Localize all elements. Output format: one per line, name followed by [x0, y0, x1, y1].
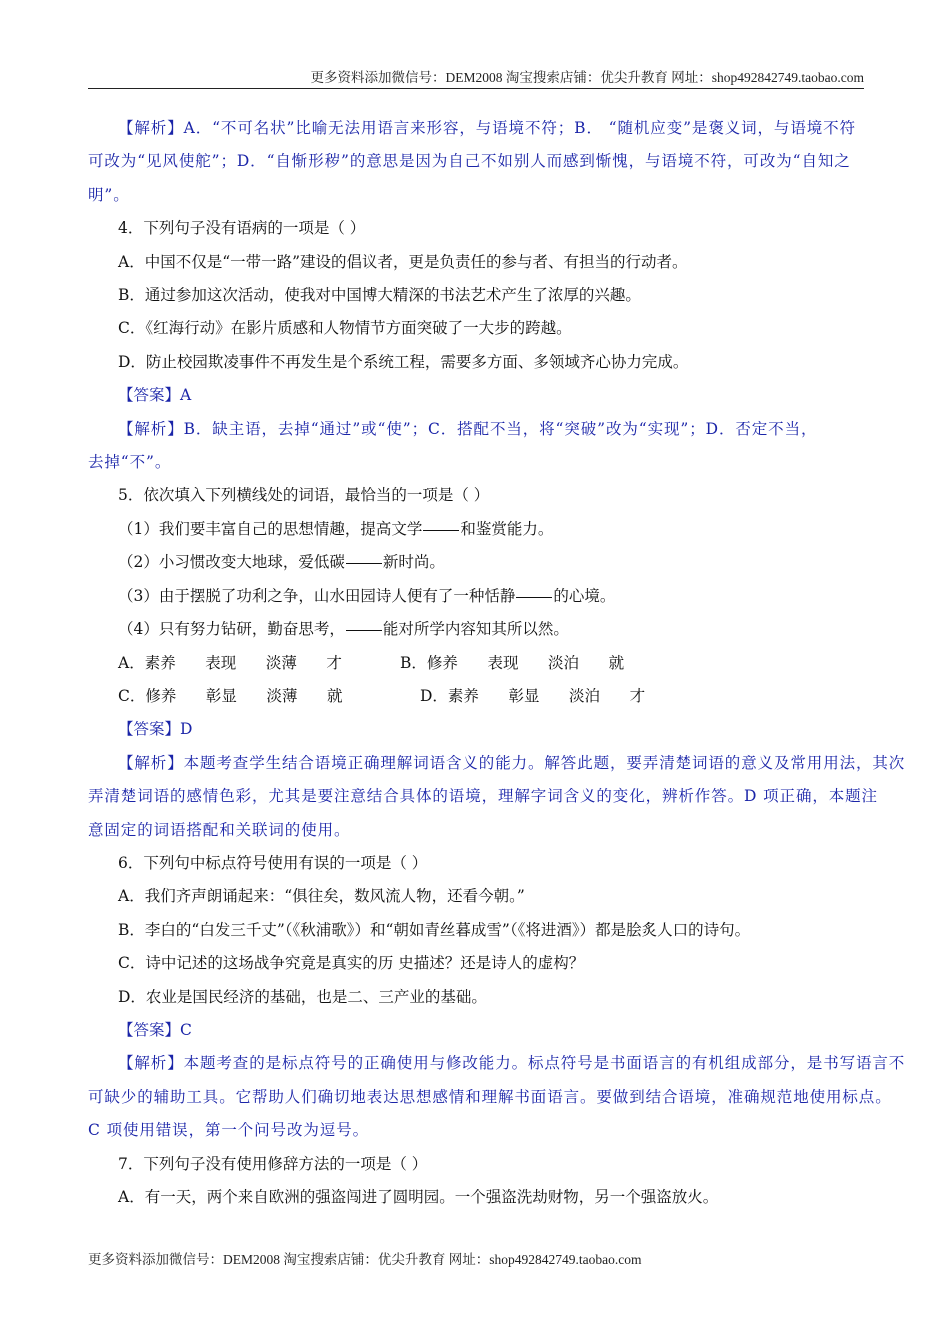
q6-answer-tag: 【答案】 [118, 1020, 181, 1039]
q5-item-4 [88, 613, 864, 646]
q3-explanation-line-2: 可改为“见风使舵”；D．“自惭形秽”的意思是因为自己不如别人而感到惭愧，与语境不符，可改为“自知之 [88, 152, 851, 171]
q5-answer-value: D [180, 720, 193, 739]
q6-explanation-line-2: 可缺少的辅助工具。它帮助人们确切地表达思想感情和理解书面语言。要做到结合语境，准确规范地使用标点。 [88, 1087, 892, 1106]
q6-stem: 6．下列句中标点符号使用有误的一项是（ ） [118, 853, 428, 872]
q3-explanation-line-1 [88, 112, 864, 145]
q7-option-a: A．有一天，两个来自欧洲的强盗闯进了圆明园。一个强盗洗劫财物，另一个强盗放火。 [118, 1188, 719, 1206]
q5-option-a: A．素养 表现 淡薄 才 [118, 653, 342, 672]
q3-explanation-text-1: A．“不可名状”比喻无法用语言来形容，与语境不符；B． “随机应变”是褒义词，与语境不符 [183, 119, 856, 137]
q6-option-a: A．我们齐声朗诵起来：“俱往矣，数风流人物，还看今朝。” [118, 887, 525, 906]
q6-explanation-text-1: 本题考查的是标点符号的正确使用与修改能力。标点符号是书面语言的有机组成部分，是书写语言不 [183, 1054, 906, 1073]
q5-option-d: D．素养 彰显 淡泊 才 [420, 686, 646, 705]
q5-explanation-line-1 [88, 747, 906, 780]
q5-item-2 [88, 546, 864, 579]
q5-item-1-pre: （1）我们要丰富自己的思想情趣，提高文学 [118, 519, 423, 538]
q5-item-2-post: 新时尚。 [382, 553, 445, 572]
q5-options-row-1 [88, 647, 864, 680]
q6-answer-value: C [180, 1020, 192, 1039]
q4-explanation-line-1 [88, 413, 864, 446]
q4-answer-tag: 【答案】 [118, 386, 181, 405]
q5-stem: 5．依次填入下列横线处的词语，最恰当的一项是（ ） [118, 486, 490, 505]
q5-answer-tag: 【答案】 [118, 720, 181, 739]
page-header: 更多资料添加微信号：DEM2008 淘宝搜索店铺：优尖升教育 网址：shop492842749.taobao.com [310, 70, 864, 85]
q5-item-3-pre: （3）由于摆脱了功利之争，山水田园诗人便有了一种恬静 [118, 586, 516, 605]
q5-options-row-2 [88, 680, 864, 713]
q5-item-3-post: 的心境。 [553, 586, 616, 605]
document-body [88, 112, 906, 1214]
q7-stem: 7．下列句子没有使用修辞方法的一项是（ ） [118, 1154, 428, 1173]
q6-option-d: D．农业是国民经济的基础，也是二、三产业的基础。 [118, 987, 487, 1006]
q4-answer [88, 379, 864, 412]
q5-blank-3 [516, 596, 552, 598]
q5-answer [88, 713, 864, 746]
q5-item-1-post: 和鉴赏能力。 [460, 519, 554, 538]
q6-option-b: B．李白的“白发三千丈”（《秋浦歌》）和“朝如青丝暮成雪”（《将进酒》）都是脍炙人口的诗句。 [118, 920, 751, 939]
page-footer: 更多资料添加微信号：DEM2008 淘宝搜索店铺：优尖升教育 网址：shop492842749.taobao.com [88, 1252, 642, 1267]
q6-answer [88, 1014, 864, 1047]
q4-explanation-line-2: 去掉“不”。 [88, 453, 172, 472]
q5-explanation-text-1: 本题考查学生结合语境正确理解词语含义的能力。解答此题，要弄清楚词语的意义及常用用法，其次 [183, 753, 906, 772]
q4-option-c: C．《红海行动》在影片质感和人物情节方面突破了一大步的跨越。 [118, 319, 572, 338]
q5-blank-1 [423, 529, 459, 531]
q4-explanation-text-1: B．缺主语，去掉“通过”或“使”；C．搭配不当，将“突破”改为“实现”；D．否定不当， [183, 419, 818, 438]
q3-explanation-line-3: 明”。 [88, 185, 130, 204]
q5-explanation-line-3: 意固定的词语搭配和关联词的使用。 [88, 820, 351, 839]
q5-blank-4 [346, 629, 382, 631]
q5-explanation-line-2: 弄清楚词语的感情色彩，尤其是要注意结合具体的语境，理解字词含义的变化，辨析作答。D 项正确，本题注 [88, 787, 878, 806]
q3-explanation-tag: 【解析】 [118, 119, 184, 137]
q5-option-b: B．修养 表现 淡泊 就 [400, 653, 625, 672]
q4-stem: 4．下列句子没有语病的一项是（ ） [118, 219, 366, 238]
q6-option-c: C．诗中记述的这场战争究竟是真实的历 史描述？还是诗人的虚构？ [118, 954, 585, 973]
q4-explanation-tag: 【解析】 [118, 419, 184, 438]
q5-blank-2 [346, 562, 382, 564]
q6-explanation-line-1 [88, 1047, 906, 1080]
q6-explanation-tag: 【解析】 [118, 1054, 184, 1073]
q5-item-3 [88, 580, 864, 613]
q4-option-a: A．中国不仅是“一带一路”建设的倡议者，更是负责任的参与者、有担当的行动者。 [118, 252, 688, 271]
q4-option-d: D．防止校园欺凌事件不再发生是个系统工程，需要多方面、多领域齐心协力完成。 [118, 352, 689, 371]
q5-item-4-pre: （4）只有努力钻研，勤奋思考， [118, 620, 345, 639]
q4-option-b: B．通过参加这次活动，使我对中国博大精深的书法艺术产生了浓厚的兴趣。 [118, 286, 641, 305]
q6-explanation-line-3: C 项使用错误，第一个问号改为逗号。 [88, 1121, 369, 1140]
q5-option-c: C．修养 彰显 淡薄 就 [118, 686, 343, 705]
q5-item-4-post: 能对所学内容知其所以然。 [382, 620, 569, 639]
q4-answer-value: A [180, 386, 192, 405]
q5-item-2-pre: （2）小习惯改变大地球，爱低碳 [118, 553, 345, 572]
q5-item-1 [88, 513, 864, 546]
header-divider [88, 88, 864, 89]
q5-explanation-tag: 【解析】 [118, 753, 184, 772]
